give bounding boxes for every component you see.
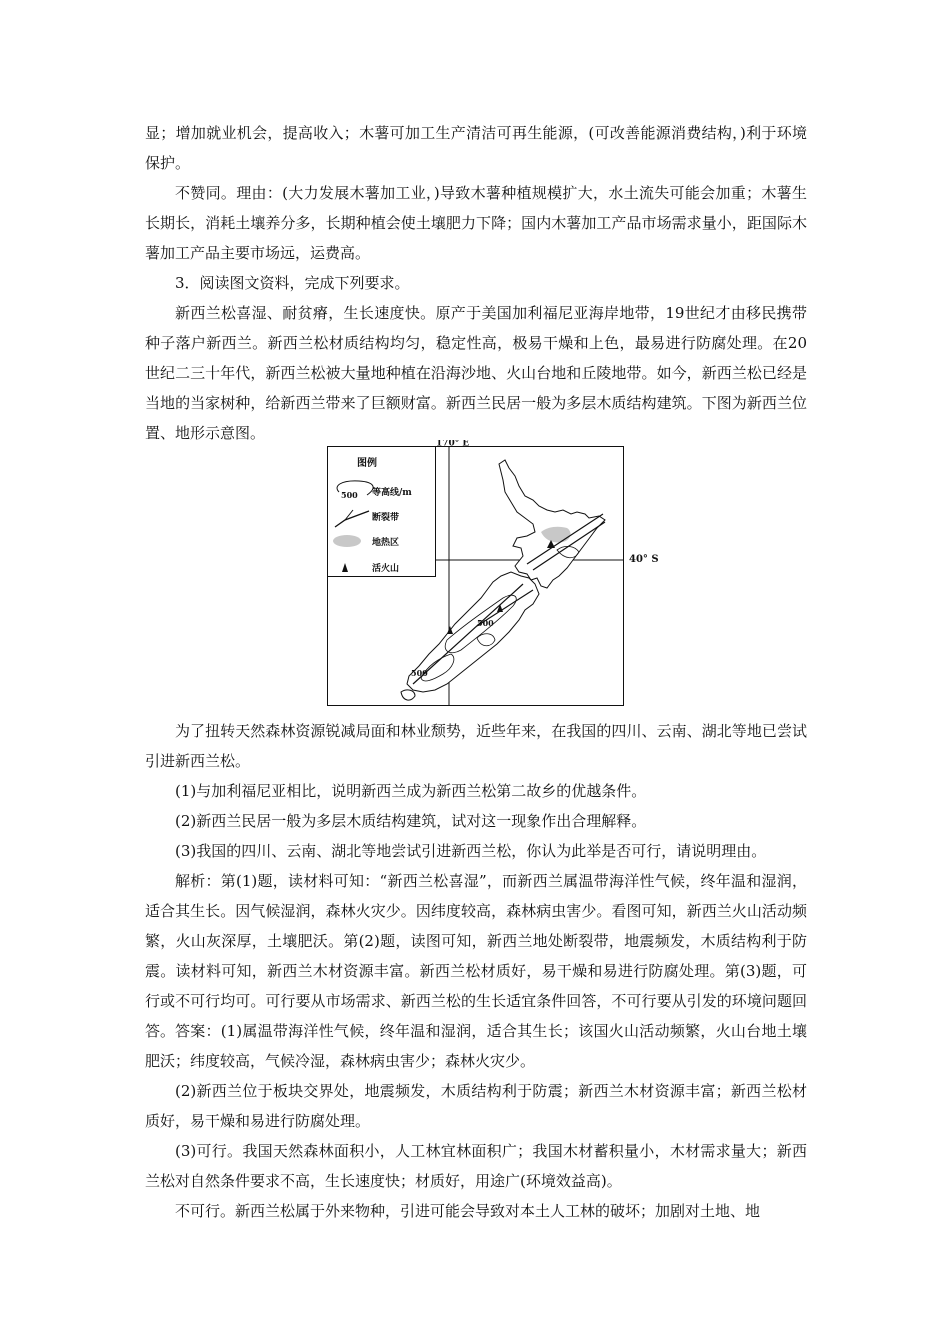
paragraph-introduction: 为了扭转天然森林资源锐减局面和林业颓势，近些年来，在我国的四川、云南、湖北等地已尝试引进新西兰松。	[145, 722, 807, 770]
paragraph-continuation: 显；增加就业机会，提高收入；木薯可加工生产清洁可再生能源，(可改善能源消费结构，)利于环境保护。	[145, 124, 807, 172]
longitude-label: 170° E	[436, 440, 470, 449]
latitude-label: 40° S	[629, 554, 659, 565]
contour-label-south-2: 500	[411, 668, 428, 678]
question-3-heading: 3．阅读图文资料，完成下列要求。	[175, 274, 410, 292]
analysis-paragraph: 解析：第(1)题，读材料可知：“新西兰松喜湿”，而新西兰属温带海洋性气候，终年温和湿润，适合其生长。因气候湿润，森林火灾少。因纬度较高，森林病虫害少。看图可知，新西兰火山活动频繁，火山灰深厚，土壤肥沃。第(2)题，读图可知，新西兰地处断裂带，地震频发，木质结构利于防震。读材料可知，新西兰木材资源丰富。新西兰松材质好，易干燥和易进行防腐处理。第(3)题，可行或不可行均可。可行要从市场需求、新西兰松的生长适宜条件回答，不可行要从引发的环境问题回答。	[145, 872, 807, 1040]
question-3-part-1: (1)与加利福尼亚相比，说明新西兰成为新西兰松第二故乡的优越条件。	[175, 782, 647, 800]
legend-contour-value: 500	[341, 490, 358, 500]
legend-geothermal-label: 地热区	[372, 538, 400, 548]
legend-box	[328, 447, 436, 577]
legend-geothermal-icon	[333, 535, 361, 547]
north-island	[499, 460, 605, 588]
legend-volcano-label: 活火山	[372, 564, 400, 574]
answer-part-3: (3)可行。我国天然森林面积小，人工林宜林面积广；我国木材蓄积量小，木材需求量大；新西兰松对自然条件要求不高，生长速度快；材质好，用途广(环境效益高)。	[145, 1142, 807, 1190]
stewart-island	[401, 690, 415, 700]
legend-fault-label: 断裂带	[372, 513, 400, 523]
paragraph-material: 新西兰松喜湿、耐贫瘠，生长速度快。原产于美国加利福尼亚海岸地带，19世纪才由移民携带种子落户新西兰。新西兰松材质结构均匀，稳定性高，极易干燥和上色，最易进行防腐处理。在20世纪二三十年代，新西兰松被大量地种植在沿海沙地、火山台地和丘陵地带。如今，新西兰松已经是当地的当家树种，给新西兰带来了巨额财富。新西兰民居一般为多层木质结构建筑。下图为新西兰位置、地形示意图。	[145, 304, 807, 442]
question-3-part-3: (3)我国的四川、云南、湖北等地尝试引进新西兰松，你认为此举是否可行，请说明理由。	[175, 842, 767, 860]
new-zealand-map-figure	[327, 440, 624, 706]
question-3-part-2: (2)新西兰民居一般为多层木质结构建筑，试对这一现象作出合理解释。	[175, 812, 647, 830]
answer-part-1: 答案：(1)属温带海洋性气候，终年温和湿润，适合其生长；该国火山活动频繁，火山台地土壤肥沃；纬度较高，气候冷湿，森林病虫害少；森林火灾少。	[145, 1022, 807, 1070]
new-zealand-map	[327, 440, 624, 706]
contour-label-south-1: 500	[477, 618, 494, 628]
legend-title: 图例	[357, 458, 377, 469]
answer-part-3-negative: 不可行。新西兰松属于外来物种，引进可能会导致对本土人工林的破坏；加剧对土地、地	[175, 1202, 761, 1220]
paragraph-disagree: 不赞同。理由：(大力发展木薯加工业，)导致木薯种植规模扩大，水土流失可能会加重；木薯生长期长，消耗土壤养分多，长期种植会使土壤肥力下降；国内木薯加工产品市场需求量小，距国际木薯加工产品主要市场远，运费高。	[145, 184, 807, 262]
answer-part-2: (2)新西兰位于板块交界处，地震频发，木质结构利于防震；新西兰木材资源丰富；新西兰松材质好，易干燥和易进行防腐处理。	[145, 1082, 807, 1130]
legend-contour-label: 等高线/m	[372, 488, 412, 498]
